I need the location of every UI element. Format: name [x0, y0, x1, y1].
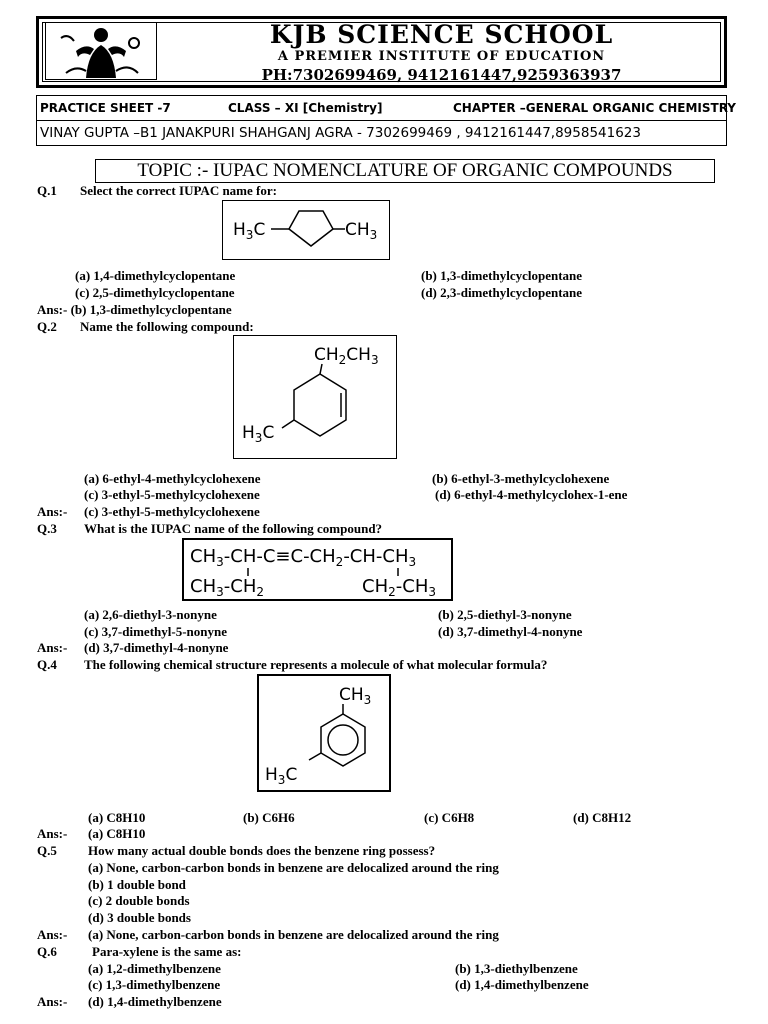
- q4-answer-label: Ans:-: [37, 826, 68, 841]
- q1-number: Q.1: [37, 183, 57, 198]
- q2-answer: (c) 3-ethyl-5-methylcyclohexene: [84, 504, 260, 519]
- q5-option-c: (c) 2 double bonds: [88, 893, 190, 908]
- q6-option-d: (d) 1,4-dimethylbenzene: [455, 977, 589, 992]
- q3-option-c: (c) 3,7-dimethyl-5-nonyne: [84, 624, 227, 639]
- q2-structure: [233, 335, 397, 459]
- q2-text: Name the following compound:: [80, 319, 254, 334]
- q4-text: The following chemical structure represents a molecule of what molecular formula?: [84, 657, 548, 672]
- q6-option-b: (b) 1,3-diethylbenzene: [455, 961, 578, 976]
- q4-structure: [257, 674, 391, 792]
- sheet-info-table: [36, 95, 736, 146]
- q6-answer-label: Ans:-: [37, 994, 68, 1009]
- q2-left-group: $H_3C$: [242, 423, 275, 445]
- q5-number: Q.5: [37, 843, 57, 858]
- school-name: KJB SCIENCE SCHOOL: [269, 20, 614, 49]
- q4-answer: (a) C8H10: [88, 826, 146, 841]
- q3-answer-label: Ans:-: [37, 640, 68, 655]
- topic-title: TOPIC :- IUPAC NOMENCLATURE OF ORGANIC COMPOUNDS: [95, 159, 715, 183]
- q4-option-d: (d) C8H12: [573, 810, 632, 825]
- q1-text: Select the correct IUPAC name for:: [80, 183, 277, 198]
- q2-option-a: (a) 6-ethyl-4-methylcyclohexene: [84, 471, 261, 486]
- q2-option-b: (b) 6-ethyl-3-methylcyclohexene: [432, 471, 610, 486]
- q6-text: Para-xylene is the same as:: [92, 944, 242, 959]
- address-text: VINAY GUPTA –B1 JANAKPURI SHAHGANJ AGRA - 7302699469 , 9412161447,8958541623: [40, 125, 641, 141]
- class-label: CLASS – XI [Chemistry]: [228, 101, 383, 115]
- alkyne-diagram: [184, 540, 451, 599]
- q1-right-group: $CH_3$: [345, 220, 378, 242]
- q6-answer: (d) 1,4-dimethylbenzene: [88, 994, 222, 1009]
- q4-option-c: (c) C6H8: [424, 810, 475, 825]
- q1-option-c: (c) 2,5-dimethylcyclopentane: [75, 285, 235, 300]
- q5-answer: (a) None, carbon-carbon bonds in benzene are delocalized around the ring: [88, 927, 499, 942]
- q3-main-chain: $CH_3-CH-C\equiv C-CH_2-CH-CH_3$: [190, 546, 417, 569]
- school-tagline: A PREMIER INSTITUTE OF EDUCATION: [277, 49, 606, 64]
- address-row: [37, 120, 726, 144]
- q5-option-a: (a) None, carbon-carbon bonds in benzene are delocalized around the ring: [88, 860, 499, 875]
- q2-option-d: (d) 6-ethyl-4-methylcyclohex-1-ene: [435, 487, 628, 502]
- school-phones: PH:7302699469, 9412161447,9259363937: [261, 66, 622, 84]
- q4-option-a: (a) C8H10: [88, 810, 146, 825]
- q1-answer: Ans:- (b) 1,3-dimethylcyclopentane: [37, 302, 232, 317]
- deity-logo-icon: [46, 23, 156, 79]
- q3-option-a: (a) 2,6-diethyl-3-nonyne: [84, 607, 217, 622]
- q2-option-c: (c) 3-ethyl-5-methylcyclohexene: [84, 487, 260, 502]
- school-logo: [45, 22, 157, 80]
- q1-option-a: (a) 1,4-dimethylcyclopentane: [75, 268, 236, 283]
- q3-right-branch: $CH_2-CH_3$: [362, 576, 436, 599]
- cyclopentane-diagram: [223, 201, 389, 259]
- q3-text: What is the IUPAC name of the following compound?: [84, 521, 383, 536]
- q5-text: How many actual double bonds does the benzene ring possess?: [88, 843, 436, 858]
- q5-answer-label: Ans:-: [37, 927, 68, 942]
- q3-answer: (d) 3,7-dimethyl-4-nonyne: [84, 640, 229, 655]
- q4-number: Q.4: [37, 657, 57, 672]
- q6-number: Q.6: [37, 944, 57, 959]
- q5-option-b: (b) 1 double bond: [88, 877, 186, 892]
- q1-option-b: (b) 1,3-dimethylcyclopentane: [421, 268, 583, 283]
- q3-option-d: (d) 3,7-dimethyl-4-nonyne: [438, 624, 583, 639]
- q6-option-c: (c) 1,3-dimethylbenzene: [88, 977, 221, 992]
- header-banner: [36, 16, 727, 88]
- q4-top-group: $CH_3$: [339, 685, 372, 707]
- cyclohexene-diagram: [234, 336, 396, 458]
- q1-left-group: $H_3C$: [233, 220, 266, 242]
- q2-answer-label: Ans:-: [37, 504, 68, 519]
- q3-option-b: (b) 2,5-diethyl-3-nonyne: [438, 607, 572, 622]
- q5-option-d: (d) 3 double bonds: [88, 910, 191, 925]
- xylene-diagram: [259, 676, 389, 790]
- q2-number: Q.2: [37, 319, 57, 334]
- q3-structure: [182, 538, 453, 601]
- q2-top-group: $CH_2CH_3$: [314, 345, 379, 367]
- q3-number: Q.3: [37, 521, 57, 536]
- sheet-number: PRACTICE SHEET -7: [40, 101, 171, 115]
- q4-left-group: $H_3C$: [265, 765, 298, 787]
- q1-option-d: (d) 2,3-dimethylcyclopentane: [421, 285, 583, 300]
- chapter-label: CHAPTER –GENERAL ORGANIC CHEMISTRY: [453, 101, 736, 115]
- sheet-info-row: [37, 96, 736, 121]
- q1-structure: [222, 200, 390, 260]
- q4-option-b: (b) C6H6: [243, 810, 295, 825]
- q6-option-a: (a) 1,2-dimethylbenzene: [88, 961, 221, 976]
- q3-left-branch: $CH_3-CH_2$: [190, 576, 264, 599]
